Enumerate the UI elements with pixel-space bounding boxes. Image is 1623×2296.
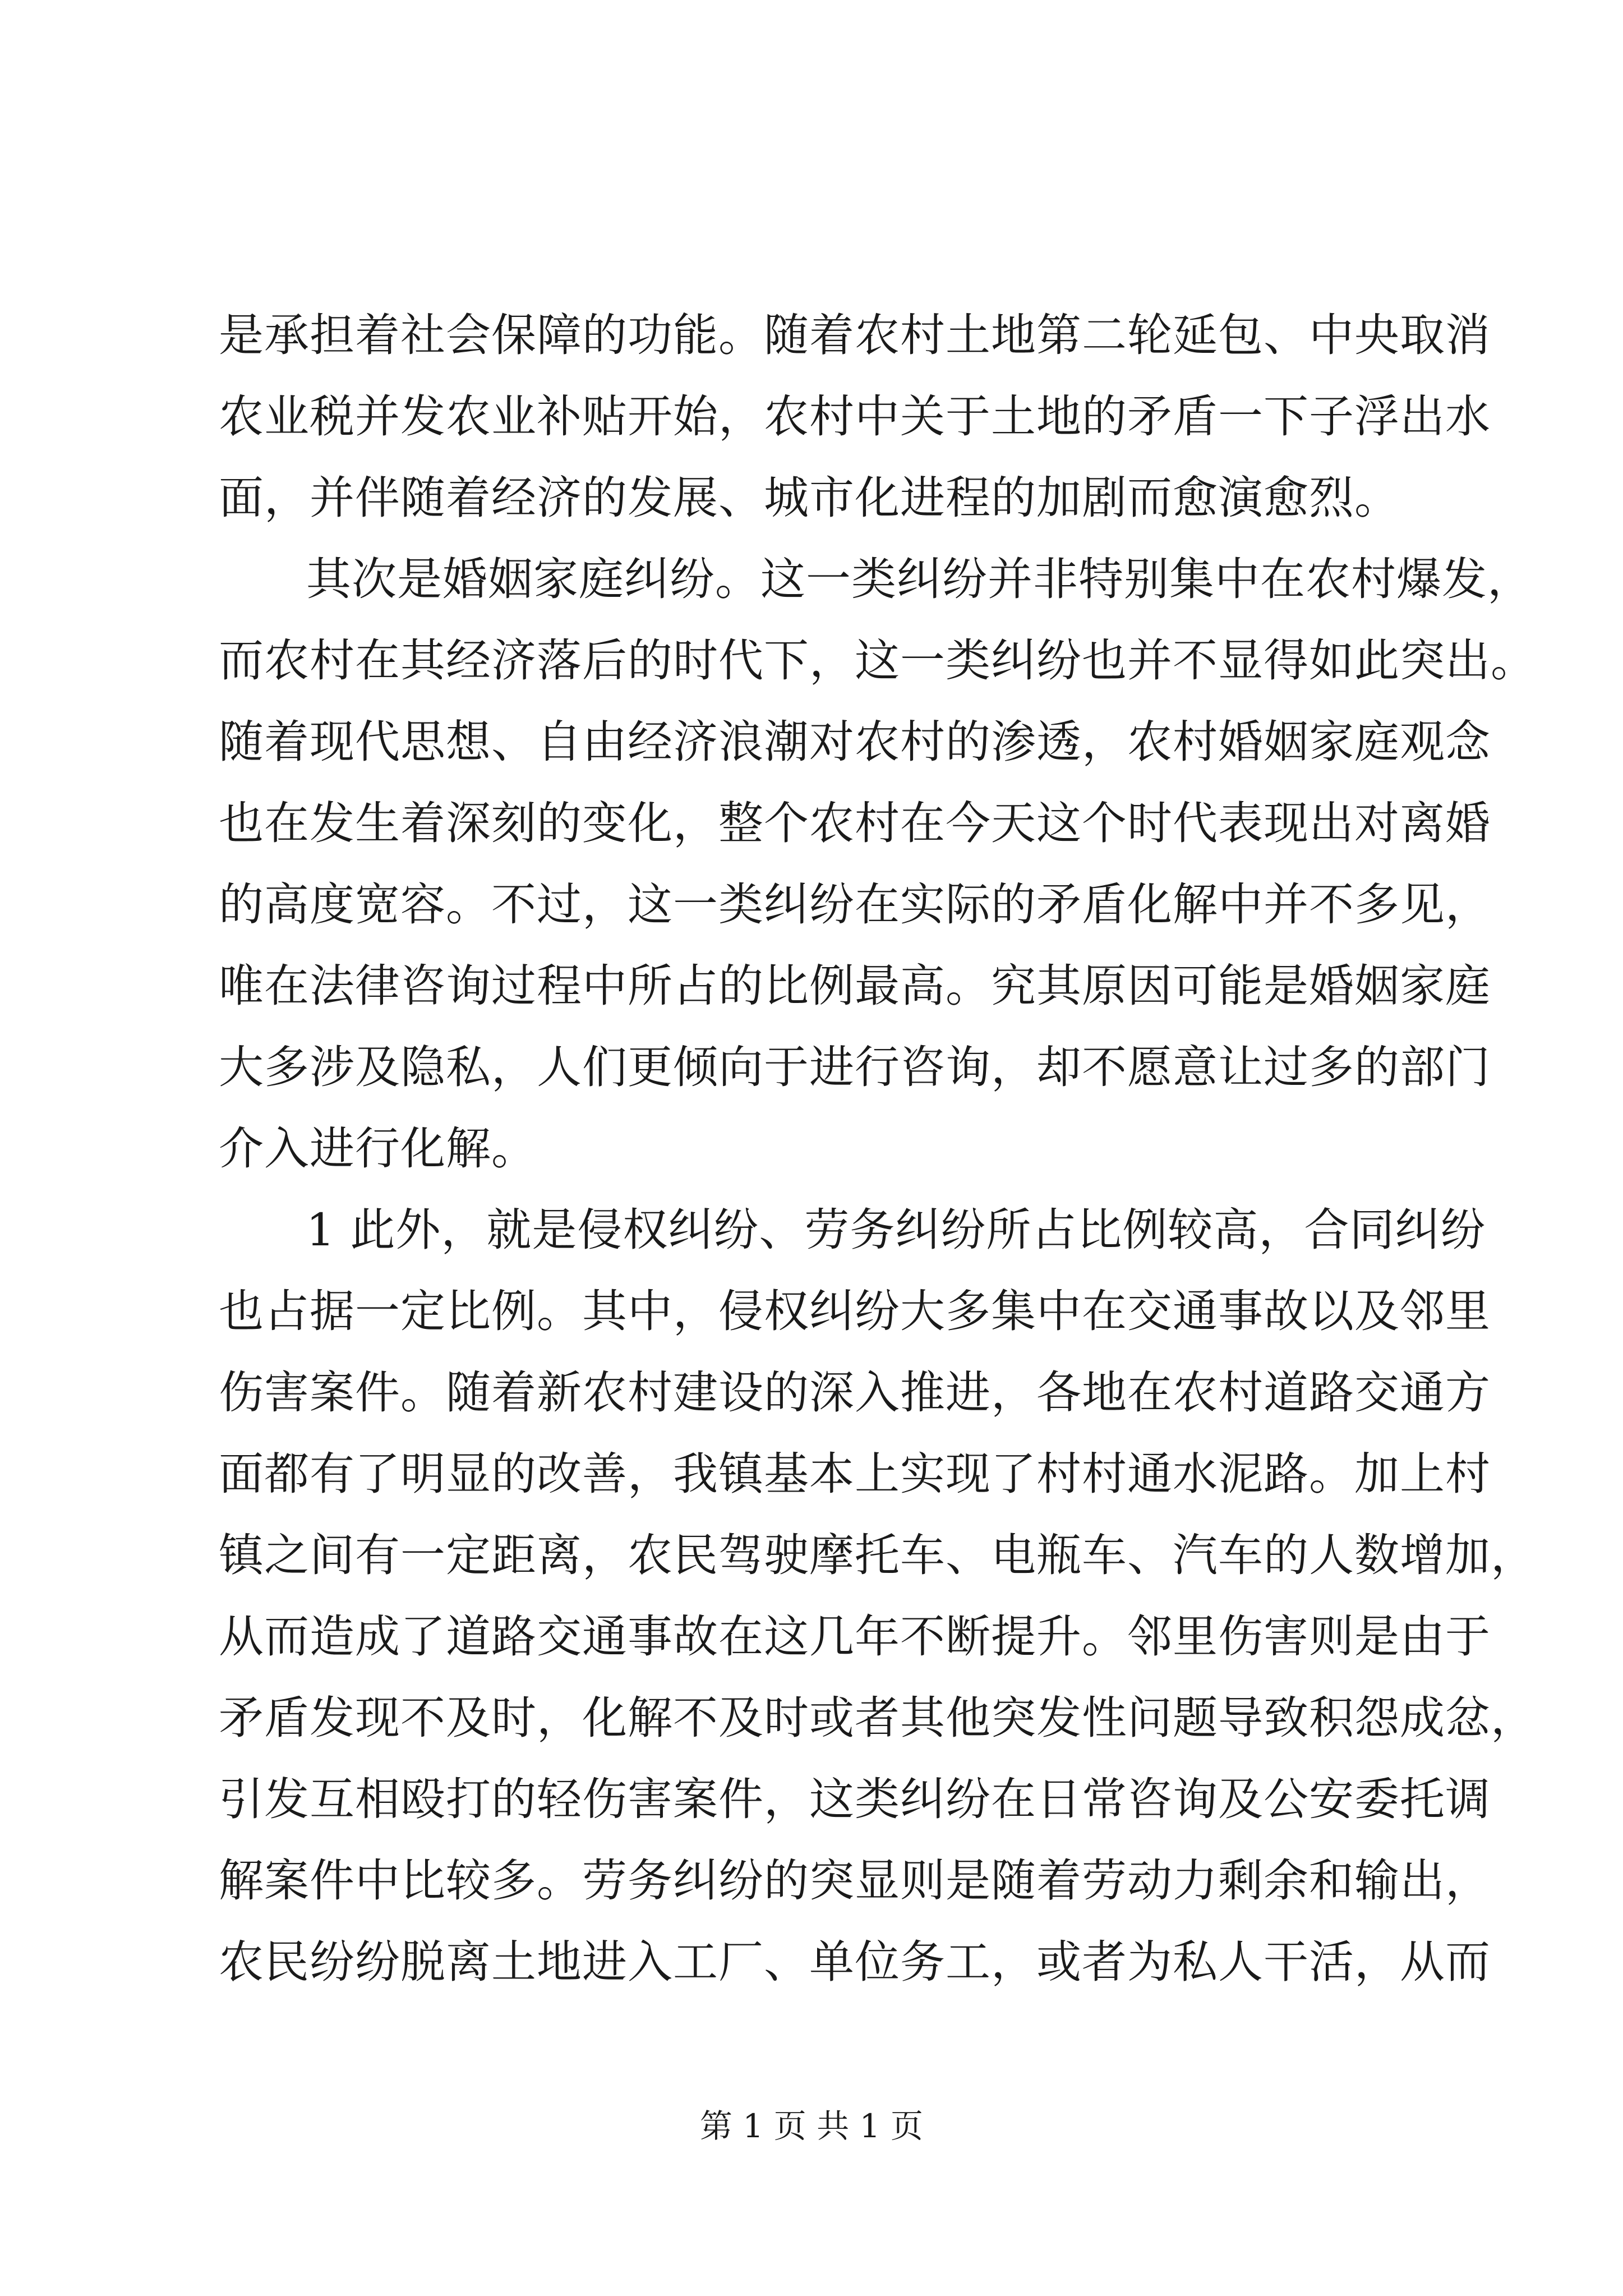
text-line: 面都有了明显的改善，我镇基本上实现了村村通水泥路。加上村 xyxy=(219,1448,1491,1500)
paragraph-first-line: 其次是婚姻家庭纠纷。这一类纠纷并非特别集中在农村爆发， xyxy=(306,553,1533,605)
text-line: 镇之间有一定距离，农民驾驶摩托车、电瓶车、汽车的人数增加， xyxy=(219,1529,1536,1581)
text-line: 也占据一定比例。其中，侵权纠纷大多集中在交通事故以及邻里 xyxy=(219,1285,1491,1337)
text-line: 是承担着社会保障的功能。随着农村土地第二轮延包、中央取消 xyxy=(219,309,1491,361)
text-line: 从而造成了道路交通事故在这几年不断提升。邻里伤害则是由于 xyxy=(219,1611,1491,1663)
text-line: 面，并伴随着经济的发展、城市化进程的加剧而愈演愈烈。 xyxy=(219,472,1400,524)
text-line: 的高度宽容。不过，这一类纠纷在实际的矛盾化解中并不多见， xyxy=(219,878,1491,931)
text-line: 唯在法律咨询过程中所占的比例最高。究其原因可能是婚姻家庭 xyxy=(219,960,1491,1012)
text-line: 介入进行化解。 xyxy=(219,1122,537,1175)
text-line: 也在发生着深刻的变化，整个农村在今天这个时代表现出对离婚 xyxy=(219,797,1491,849)
paragraph-first-line: 1 此外，就是侵权纠纷、劳务纠纷所占比例较高，合同纠纷 xyxy=(306,1204,1486,1256)
text-line: 解案件中比较多。劳务纠纷的突显则是随着劳动力剩余和输出， xyxy=(219,1855,1491,1907)
text-line: 农民纷纷脱离土地进入工厂、单位务工，或者为私人干活，从而 xyxy=(219,1936,1491,1988)
page-number-footer: 第 1 页 共 1 页 xyxy=(700,2107,923,2145)
text-line: 矛盾发现不及时，化解不及时或者其他突发性问题导致积怨成忿， xyxy=(219,1692,1536,1744)
text-line: 伤害案件。随着新农村建设的深入推进，各地在农村道路交通方 xyxy=(219,1366,1491,1419)
text-line: 引发互相殴打的轻伤害案件，这类纠纷在日常咨询及公安委托调 xyxy=(219,1773,1491,1825)
text-line: 大多涉及隐私，人们更倾向于进行咨询，却不愿意让过多的部门 xyxy=(219,1041,1491,1093)
text-line: 随着现代思想、自由经济浪潮对农村的渗透，农村婚姻家庭观念 xyxy=(219,716,1491,768)
text-line: 而农村在其经济落后的时代下，这一类纠纷也并不显得如此突出。 xyxy=(219,634,1536,687)
text-line: 农业税并发农业补贴开始，农村中关于土地的矛盾一下子浮出水 xyxy=(219,390,1491,443)
